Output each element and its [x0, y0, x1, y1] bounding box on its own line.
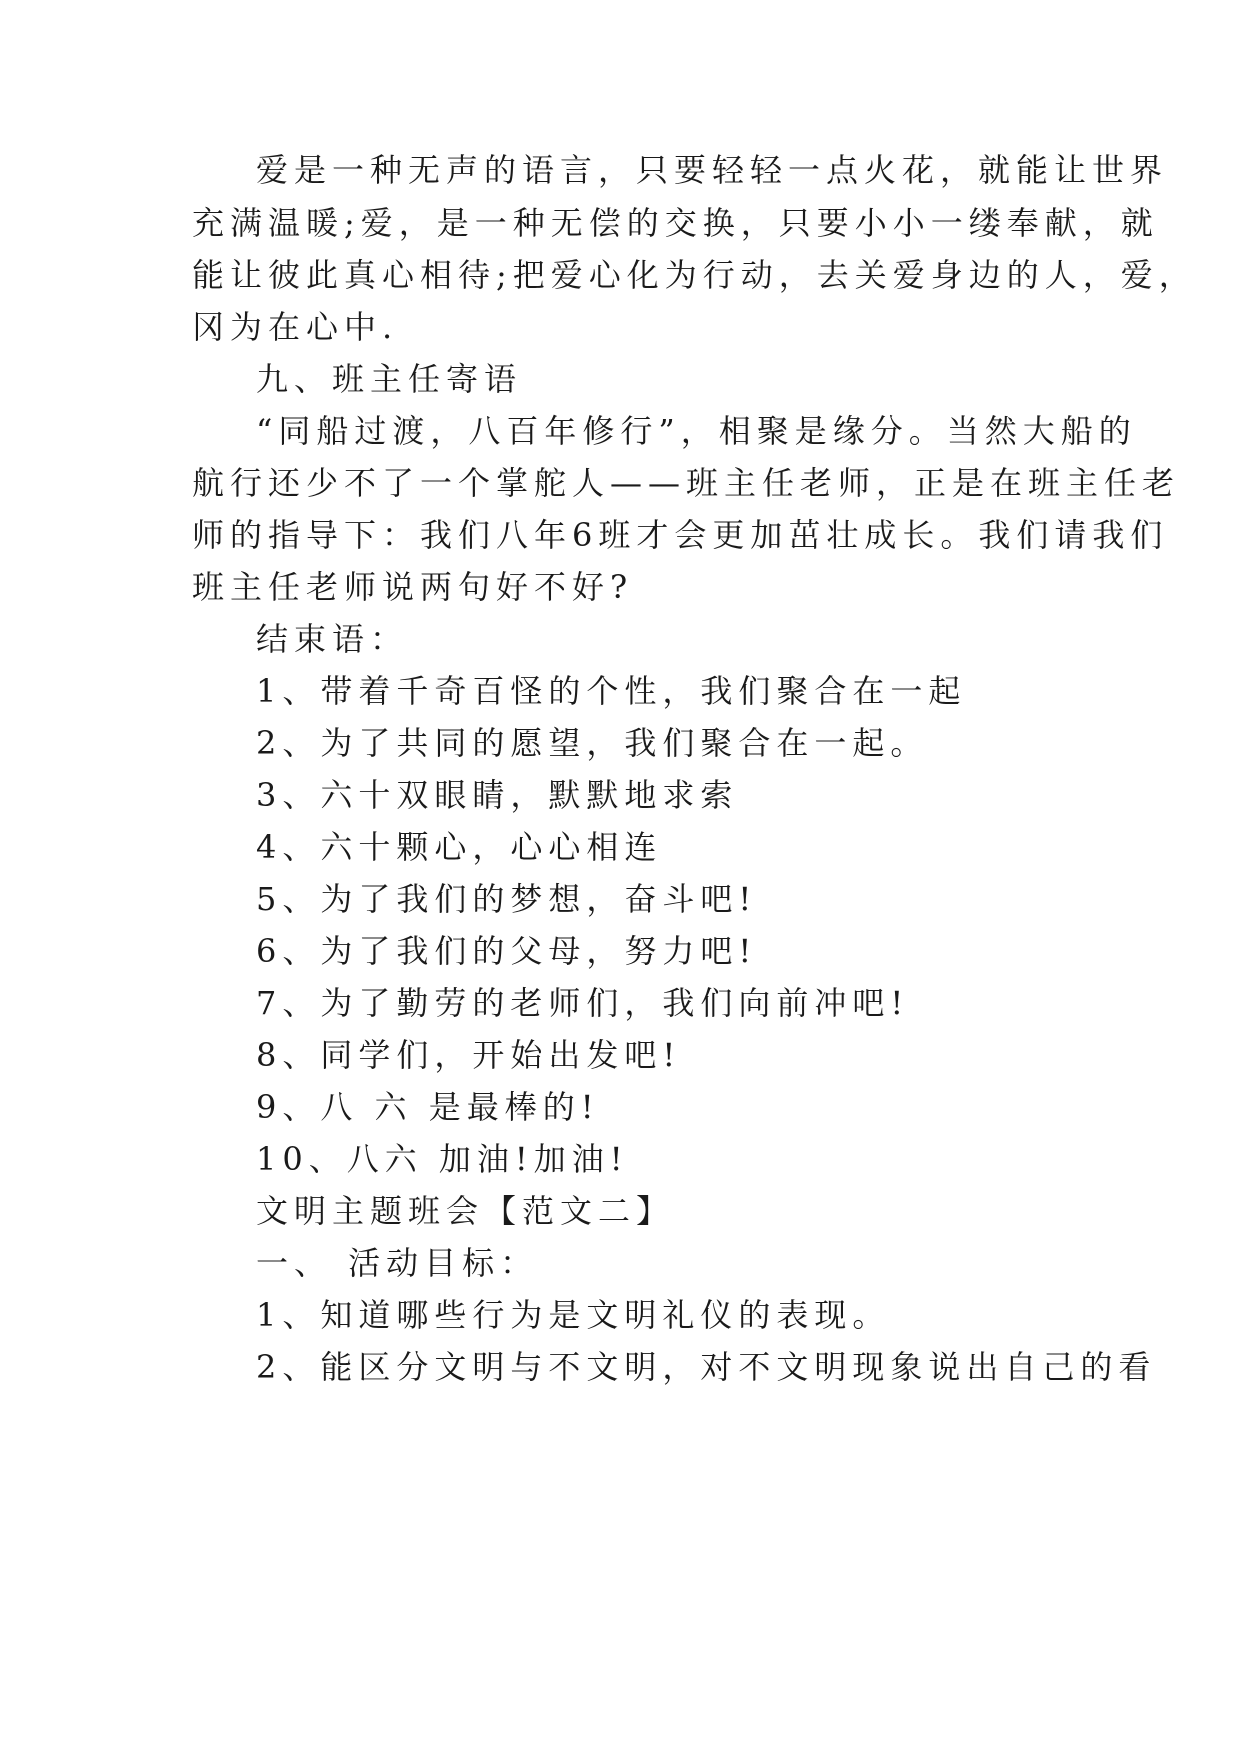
section-title: 文明主题班会【范文二】 — [256, 1192, 675, 1230]
list-item: 4、六十颗心，心心相连 — [256, 828, 663, 866]
paragraph-line: 航行还少不了一个掌舵人——班主任老师，正是在班主任老 — [192, 464, 1181, 502]
list-item: 5、为了我们的梦想，奋斗吧! — [256, 880, 758, 918]
activity-heading: 一、 活动目标： — [256, 1244, 539, 1282]
list-item: 2、能区分文明与不文明，对不文明现象说出自己的看 — [256, 1348, 1157, 1386]
paragraph-line: “同船过渡，八百年修行”，相聚是缘分。当然大船的 — [256, 412, 1137, 450]
list-item: 3、六十双眼睛，默默地求索 — [256, 776, 739, 814]
paragraph-line: 能让彼此真心相待;把爱心化为行动，去关爱身边的人，爱， — [192, 256, 1197, 294]
list-item: 10、八六 加油!加油! — [256, 1140, 629, 1178]
list-item: 6、为了我们的父母，努力吧! — [256, 932, 758, 970]
list-item: 1、知道哪些行为是文明礼仪的表现。 — [256, 1296, 891, 1334]
paragraph-line: 班主任老师说两句好不好? — [192, 568, 634, 606]
list-item: 8、同学们，开始出发吧! — [256, 1036, 682, 1074]
list-item: 9、八 六 是最棒的! — [256, 1088, 600, 1126]
paragraph-line: 爱是一种无声的语言，只要轻轻一点火花，就能让世界 — [256, 151, 1169, 189]
list-item: 2、为了共同的愿望，我们聚合在一起。 — [256, 724, 929, 762]
paragraph-line: 充满温暖;爱，是一种无偿的交换，只要小小一缕奉献，就 — [192, 204, 1159, 242]
paragraph-line: 师的指导下：我们八年6班才会更加茁壮成长。我们请我们 — [192, 516, 1169, 554]
paragraph-line: 冈为在心中. — [192, 308, 399, 346]
closing-title: 结束语： — [256, 620, 409, 658]
section-heading: 九、班主任寄语 — [256, 360, 523, 398]
list-item: 1、带着千奇百怪的个性，我们聚合在一起 — [256, 672, 967, 710]
list-item: 7、为了勤劳的老师们，我们向前冲吧! — [256, 984, 910, 1022]
